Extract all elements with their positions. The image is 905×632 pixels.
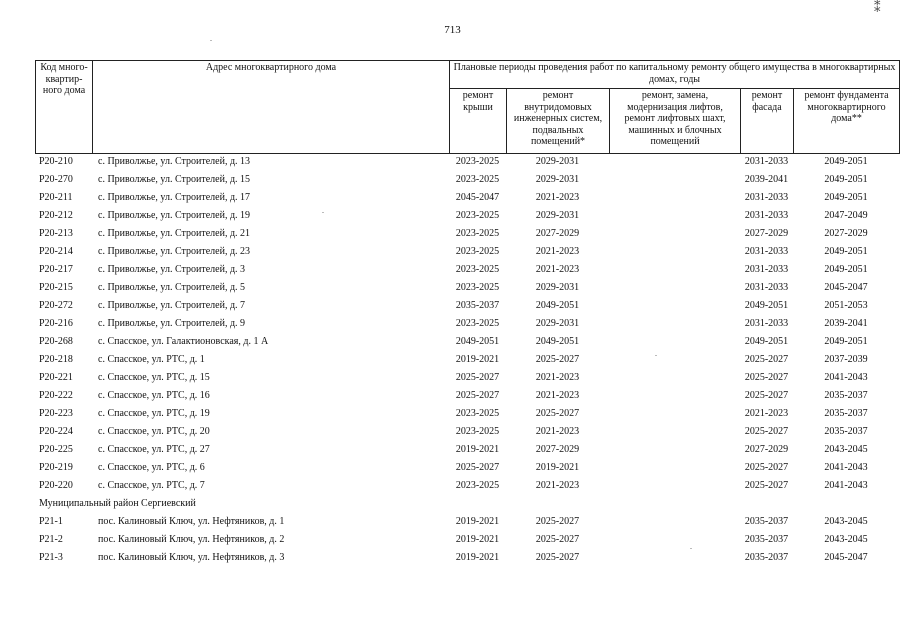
cell-foundation: 2043-2045 xyxy=(824,516,868,527)
cell-lifts xyxy=(609,459,740,477)
cell-lifts xyxy=(609,315,740,333)
cell-engineering: 2021-2023 xyxy=(535,246,580,257)
cell-facade: 2027-2029 xyxy=(744,444,789,455)
cell-code: Р20-220 xyxy=(39,480,73,491)
cell-code: Р21-2 xyxy=(39,534,63,545)
cell-roof: 2025-2027 xyxy=(455,372,500,383)
header-address: Адрес многоквартирного дома xyxy=(93,61,450,154)
cell-code: Р20-213 xyxy=(39,228,73,239)
cell-foundation: 2037-2039 xyxy=(824,354,868,365)
table-row xyxy=(35,243,899,261)
cell-engineering: 2049-2051 xyxy=(535,300,580,311)
cell-roof: 2023-2025 xyxy=(455,282,500,293)
cell-code: Р20-221 xyxy=(39,372,73,383)
cell-facade: 2025-2027 xyxy=(744,354,789,365)
cell-lifts xyxy=(609,261,740,279)
cell-roof: 2023-2025 xyxy=(455,426,500,437)
table-row xyxy=(35,459,899,477)
cell-address: с. Спасское, ул. РТС, д. 16 xyxy=(98,390,210,401)
cell-lifts xyxy=(609,297,740,315)
cell-code: Р20-222 xyxy=(39,390,73,401)
cell-address: с. Спасское, ул. РТС, д. 19 xyxy=(98,408,210,419)
table-row xyxy=(35,423,899,441)
cell-code: Р20-219 xyxy=(39,462,73,473)
cell-code: Р20-214 xyxy=(39,246,73,257)
cell-facade: 2035-2037 xyxy=(744,516,789,527)
cell-address: с. Приволжье, ул. Строителей, д. 9 xyxy=(98,318,246,329)
table-row xyxy=(35,189,899,207)
header-facade: ремонт фасада xyxy=(741,89,794,154)
cell-facade: 2025-2027 xyxy=(744,426,789,437)
header-code: Код много-квартир-ного дома xyxy=(36,61,93,154)
data-table xyxy=(35,153,899,567)
cell-address: с. Спасское, ул. РТС, д. 15 xyxy=(98,372,210,383)
cell-engineering: 2027-2029 xyxy=(535,228,580,239)
cell-facade: 2049-2051 xyxy=(744,336,789,347)
table-row xyxy=(35,549,899,567)
table-row xyxy=(35,441,899,459)
cell-roof: 2019-2021 xyxy=(455,516,500,527)
cell-code: Р21-1 xyxy=(39,516,63,527)
table-row xyxy=(35,405,899,423)
cell-foundation: 2049-2051 xyxy=(824,264,868,275)
cell-facade: 2031-2033 xyxy=(744,282,789,293)
cell-facade: 2031-2033 xyxy=(744,156,789,167)
cell-facade: 2049-2051 xyxy=(744,300,789,311)
cell-lifts xyxy=(609,477,740,495)
cell-foundation: 2035-2037 xyxy=(824,426,868,437)
cell-code: Р20-270 xyxy=(39,174,73,185)
table-row xyxy=(35,261,899,279)
cell-foundation: 2049-2051 xyxy=(824,192,868,203)
cell-roof: 2023-2025 xyxy=(455,408,500,419)
section-row xyxy=(35,495,899,513)
cell-engineering: 2025-2027 xyxy=(535,408,580,419)
cell-lifts xyxy=(609,189,740,207)
cell-address: с. Приволжье, ул. Строителей, д. 15 xyxy=(98,174,251,185)
cell-code: Р20-215 xyxy=(39,282,73,293)
cell-roof: 2019-2021 xyxy=(455,444,500,455)
cell-foundation: 2043-2045 xyxy=(824,534,868,545)
cell-foundation: 2035-2037 xyxy=(824,408,868,419)
cell-facade: 2035-2037 xyxy=(744,552,789,563)
cell-foundation: 2041-2043 xyxy=(824,462,868,473)
cell-lifts xyxy=(609,369,740,387)
cell-roof: 2023-2025 xyxy=(455,228,500,239)
cell-address: с. Приволжье, ул. Строителей, д. 7 xyxy=(98,300,246,311)
cell-lifts xyxy=(609,351,740,369)
cell-address: с. Приволжье, ул. Строителей, д. 13 xyxy=(98,156,251,167)
table-row xyxy=(35,387,899,405)
table-row xyxy=(35,351,899,369)
cell-lifts xyxy=(609,243,740,261)
cell-address: с. Спасское, ул. РТС, д. 27 xyxy=(98,444,210,455)
cell-roof: 2045-2047 xyxy=(455,192,500,203)
cell-foundation: 2043-2045 xyxy=(824,444,868,455)
cell-foundation: 2027-2029 xyxy=(824,228,868,239)
cell-facade: 2031-2033 xyxy=(744,318,789,329)
cell-roof: 2019-2021 xyxy=(455,354,500,365)
cell-roof: 2023-2025 xyxy=(455,480,500,491)
cell-code: Р20-211 xyxy=(39,192,73,203)
table-row xyxy=(35,171,899,189)
table-row xyxy=(35,207,899,225)
cell-engineering: 2021-2023 xyxy=(535,390,580,401)
cell-engineering: 2021-2023 xyxy=(535,264,580,275)
cell-foundation: 2035-2037 xyxy=(824,390,868,401)
cell-lifts xyxy=(609,423,740,441)
cell-code: Р20-224 xyxy=(39,426,73,437)
section-title: Муниципальный район Сергиевский xyxy=(39,498,196,509)
cell-engineering: 2029-2031 xyxy=(535,174,580,185)
table-row xyxy=(35,297,899,315)
cell-engineering: 2029-2031 xyxy=(535,282,580,293)
cell-engineering: 2029-2031 xyxy=(535,210,580,221)
cell-facade: 2025-2027 xyxy=(744,390,789,401)
table-header xyxy=(35,60,900,154)
header-foundation: ремонт фундамента многоквартирного дома** xyxy=(794,89,900,154)
cell-roof: 2023-2025 xyxy=(455,318,500,329)
cell-code: Р20-217 xyxy=(39,264,73,275)
cell-lifts xyxy=(609,225,740,243)
cell-address: с. Спасское, ул. РТС, д. 6 xyxy=(98,462,205,473)
cell-address: с. Приволжье, ул. Строителей, д. 19 xyxy=(98,210,251,221)
cell-roof: 2025-2027 xyxy=(455,462,500,473)
cell-roof: 2019-2021 xyxy=(455,552,500,563)
cell-engineering: 2025-2027 xyxy=(535,534,580,545)
cell-facade: 2031-2033 xyxy=(744,210,789,221)
cell-lifts xyxy=(609,207,740,225)
cell-foundation: 2039-2041 xyxy=(824,318,868,329)
cell-code: Р20-223 xyxy=(39,408,73,419)
scan-speck xyxy=(210,40,212,41)
cell-engineering: 2021-2023 xyxy=(535,372,580,383)
scan-speck xyxy=(690,548,692,549)
cell-lifts xyxy=(609,405,740,423)
scan-artifact-mark: ⁑ xyxy=(874,0,881,15)
cell-foundation: 2045-2047 xyxy=(824,552,868,563)
cell-address: пос. Калиновый Ключ, ул. Нефтяников, д. 2 xyxy=(98,534,285,545)
cell-roof: 2019-2021 xyxy=(455,534,500,545)
cell-roof: 2049-2051 xyxy=(455,336,500,347)
cell-facade: 2027-2029 xyxy=(744,228,789,239)
cell-code: Р20-216 xyxy=(39,318,73,329)
header-roof: ремонт крыши xyxy=(450,89,507,154)
cell-code: Р20-212 xyxy=(39,210,73,221)
cell-roof: 2023-2025 xyxy=(455,246,500,257)
cell-code: Р20-218 xyxy=(39,354,73,365)
cell-facade: 2031-2033 xyxy=(744,246,789,257)
cell-roof: 2035-2037 xyxy=(455,300,500,311)
cell-code: Р21-3 xyxy=(39,552,63,563)
cell-address: с. Приволжье, ул. Строителей, д. 21 xyxy=(98,228,251,239)
cell-facade: 2025-2027 xyxy=(744,480,789,491)
table-body xyxy=(35,153,899,567)
scan-speck xyxy=(655,355,657,356)
cell-roof: 2023-2025 xyxy=(455,174,500,185)
cell-lifts xyxy=(609,513,740,531)
cell-facade: 2025-2027 xyxy=(744,372,789,383)
cell-engineering: 2021-2023 xyxy=(535,480,580,491)
cell-engineering: 2021-2023 xyxy=(535,192,580,203)
cell-lifts xyxy=(609,531,740,549)
cell-foundation: 2049-2051 xyxy=(824,156,868,167)
header-lifts: ремонт, замена, модернизация лифтов, ремонт лифтовых шахт, машинных и блочных помещений xyxy=(610,89,741,154)
cell-code: Р20-225 xyxy=(39,444,73,455)
cell-engineering: 2025-2027 xyxy=(535,552,580,563)
table-row xyxy=(35,531,899,549)
scan-speck xyxy=(322,212,324,213)
cell-engineering: 2029-2031 xyxy=(535,318,580,329)
cell-foundation: 2045-2047 xyxy=(824,282,868,293)
cell-foundation: 2047-2049 xyxy=(824,210,868,221)
cell-facade: 2031-2033 xyxy=(744,192,789,203)
cell-roof: 2023-2025 xyxy=(455,264,500,275)
cell-address: с. Спасское, ул. РТС, д. 7 xyxy=(98,480,205,491)
cell-engineering: 2025-2027 xyxy=(535,354,580,365)
header-periods: Плановые периоды проведения работ по капитальному ремонту общего имущества в многоквартирных домах, годы xyxy=(450,61,900,89)
cell-facade: 2021-2023 xyxy=(744,408,789,419)
cell-engineering: 2029-2031 xyxy=(535,156,580,167)
cell-address: с. Спасское, ул. РТС, д. 1 xyxy=(98,354,205,365)
page-number: 713 xyxy=(444,24,461,36)
cell-address: с. Приволжье, ул. Строителей, д. 3 xyxy=(98,264,246,275)
cell-engineering: 2027-2029 xyxy=(535,444,580,455)
cell-foundation: 2051-2053 xyxy=(824,300,868,311)
cell-foundation: 2049-2051 xyxy=(824,336,868,347)
cell-engineering: 2025-2027 xyxy=(535,516,580,527)
cell-address: с. Спасское, ул. Галактионовская, д. 1 А xyxy=(98,336,269,347)
cell-address: с. Спасское, ул. РТС, д. 20 xyxy=(98,426,210,437)
cell-lifts xyxy=(609,441,740,459)
table-row xyxy=(35,513,899,531)
cell-engineering: 2049-2051 xyxy=(535,336,580,347)
cell-address: пос. Калиновый Ключ, ул. Нефтяников, д. 3 xyxy=(98,552,285,563)
cell-address: пос. Калиновый Ключ, ул. Нефтяников, д. 1 xyxy=(98,516,285,527)
table-row xyxy=(35,333,899,351)
cell-facade: 2035-2037 xyxy=(744,534,789,545)
cell-engineering: 2021-2023 xyxy=(535,426,580,437)
cell-engineering: 2019-2021 xyxy=(535,462,580,473)
table-row xyxy=(35,225,899,243)
table-row xyxy=(35,477,899,495)
cell-code: Р20-210 xyxy=(39,156,73,167)
cell-lifts xyxy=(609,333,740,351)
cell-address: с. Приволжье, ул. Строителей, д. 23 xyxy=(98,246,251,257)
header-engineering: ремонт внутридомовых инженерных систем, подвальных помещений* xyxy=(507,89,610,154)
cell-lifts xyxy=(609,153,740,171)
table-row xyxy=(35,279,899,297)
cell-foundation: 2049-2051 xyxy=(824,174,868,185)
cell-foundation: 2041-2043 xyxy=(824,372,868,383)
cell-lifts xyxy=(609,387,740,405)
cell-roof: 2023-2025 xyxy=(455,210,500,221)
cell-code: Р20-268 xyxy=(39,336,73,347)
table-row xyxy=(35,153,899,171)
cell-foundation: 2049-2051 xyxy=(824,246,868,257)
cell-lifts xyxy=(609,171,740,189)
cell-lifts xyxy=(609,549,740,567)
cell-roof: 2025-2027 xyxy=(455,390,500,401)
cell-facade: 2039-2041 xyxy=(744,174,789,185)
cell-foundation: 2041-2043 xyxy=(824,480,868,491)
table-row xyxy=(35,369,899,387)
table-row xyxy=(35,315,899,333)
cell-address: с. Приволжье, ул. Строителей, д. 17 xyxy=(98,192,251,203)
cell-address: с. Приволжье, ул. Строителей, д. 5 xyxy=(98,282,246,293)
cell-code: Р20-272 xyxy=(39,300,73,311)
cell-roof: 2023-2025 xyxy=(455,156,500,167)
cell-facade: 2025-2027 xyxy=(744,462,789,473)
cell-facade: 2031-2033 xyxy=(744,264,789,275)
cell-lifts xyxy=(609,279,740,297)
